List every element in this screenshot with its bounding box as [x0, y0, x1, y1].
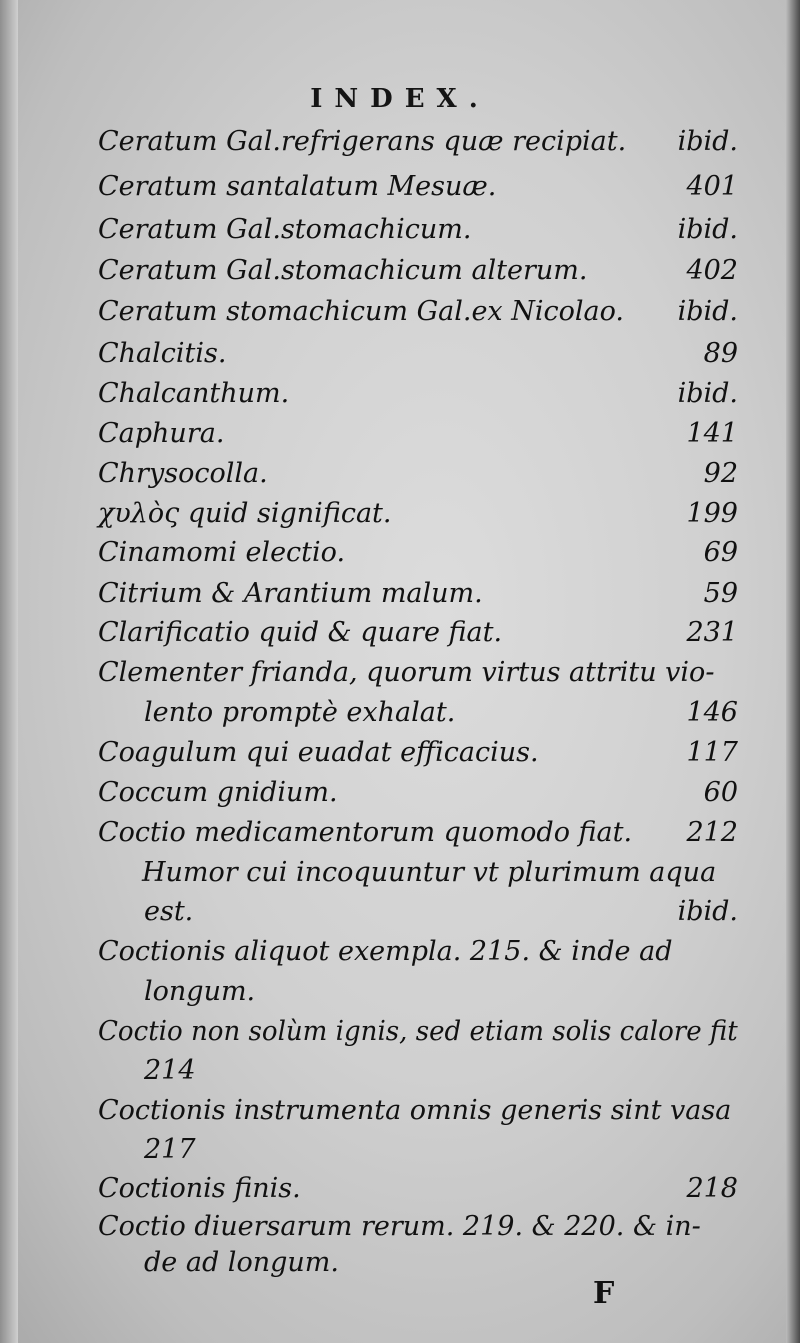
entry-text: 214 [144, 1055, 196, 1086]
entry-text: Coagulum qui euadat efficacius. [98, 737, 539, 768]
index-entry [98, 657, 738, 695]
index-entry [98, 338, 738, 376]
index-entry [98, 578, 738, 616]
entry-text: Chrysocolla. [98, 458, 268, 489]
index-entry-continuation [98, 896, 738, 934]
entry-page: ibid. [677, 378, 738, 409]
entry-text: de ad longum. [144, 1247, 339, 1278]
index-subentry [98, 857, 738, 895]
entry-text: Coctionis aliquot exempla. 215. & inde ad [98, 936, 673, 967]
entry-page: 218 [686, 1173, 738, 1204]
index-entry-continuation [98, 1055, 738, 1093]
entry-text: Ceratum santalatum Mesuæ. [98, 171, 497, 202]
entry-text: est. [144, 896, 194, 927]
index-entry [98, 1016, 738, 1054]
entry-text: Chalcanthum. [98, 378, 290, 409]
index-entry [98, 378, 738, 416]
index-entry-continuation [98, 697, 738, 735]
index-entry [98, 617, 738, 655]
index-entry [98, 458, 738, 496]
entry-page: 60 [703, 777, 738, 808]
entry-text: Cinamomi electio. [98, 537, 346, 568]
entry-text: Chalcitis. [98, 338, 227, 369]
entry-text: Coctionis finis. [98, 1173, 301, 1204]
entry-text: Humor cui incoquuntur vt plurimum aqua [142, 857, 717, 888]
index-entry-continuation [98, 1247, 738, 1285]
entry-page: 402 [686, 255, 738, 286]
index-entry [98, 1095, 738, 1133]
signature-mark: F [593, 1276, 615, 1311]
entry-page: 231 [686, 617, 738, 648]
index-entry [98, 777, 738, 815]
entry-text: Ceratum stomachicum Gal.ex Nicolao. [98, 296, 624, 327]
entry-page: ibid. [677, 214, 738, 245]
entry-text: Coccum gnidium. [98, 777, 338, 808]
entry-page: 117 [686, 737, 738, 768]
entry-text: Clementer frianda, quorum virtus attritu vio- [98, 657, 715, 688]
entry-text: Coctio diuersarum rerum. 219. & 220. & in- [98, 1211, 701, 1242]
entry-text: Ceratum Gal.stomachicum. [98, 214, 472, 245]
index-entry [98, 418, 738, 456]
entry-page: 89 [703, 338, 738, 369]
entry-text: Coctionis instrumenta omnis generis sint vasa [98, 1095, 732, 1126]
index-entry [98, 817, 738, 855]
index-entry [98, 126, 738, 164]
index-entry [98, 1173, 738, 1211]
entry-text: 217 [144, 1134, 196, 1165]
entry-page: 199 [686, 498, 738, 529]
entry-text: Citrium & Arantium malum. [98, 578, 483, 609]
entry-page: 146 [686, 697, 738, 728]
index-entry [98, 737, 738, 775]
entry-text: Coctio medicamentorum quomodo fiat. [98, 817, 633, 848]
entry-text: χυλὸς quid significat. [98, 498, 392, 529]
running-header: INDEX. [310, 84, 490, 114]
entry-page: ibid. [677, 296, 738, 327]
index-entry [98, 255, 738, 293]
entry-page: 59 [703, 578, 738, 609]
index-entry [98, 936, 738, 974]
entry-page: ibid. [677, 896, 738, 927]
index-entry-continuation [98, 976, 738, 1014]
entry-page: 92 [703, 458, 738, 489]
index-entry-continuation [98, 1134, 738, 1172]
entry-text: longum. [144, 976, 256, 1007]
index-entry [98, 1211, 738, 1249]
entry-text: lento promptè exhalat. [144, 697, 456, 728]
entry-text: Ceratum Gal.stomachicum alterum. [98, 255, 588, 286]
entry-page: 401 [686, 171, 738, 202]
entry-text: Caphura. [98, 418, 225, 449]
index-entry [98, 498, 738, 536]
index-entry [98, 171, 738, 209]
entry-page: ibid. [677, 126, 738, 157]
entry-page: 69 [703, 537, 738, 568]
entry-page: 141 [686, 418, 738, 449]
entry-page: 212 [686, 817, 738, 848]
entry-text: Clarificatio quid & quare fiat. [98, 617, 503, 648]
index-entry [98, 537, 738, 575]
entry-text: Coctio non solùm ignis, sed etiam solis calore fit [98, 1016, 738, 1047]
index-entry [98, 214, 738, 252]
entry-text: Ceratum Gal.refrigerans quæ recipiat. [98, 126, 627, 157]
index-entry [98, 296, 738, 334]
